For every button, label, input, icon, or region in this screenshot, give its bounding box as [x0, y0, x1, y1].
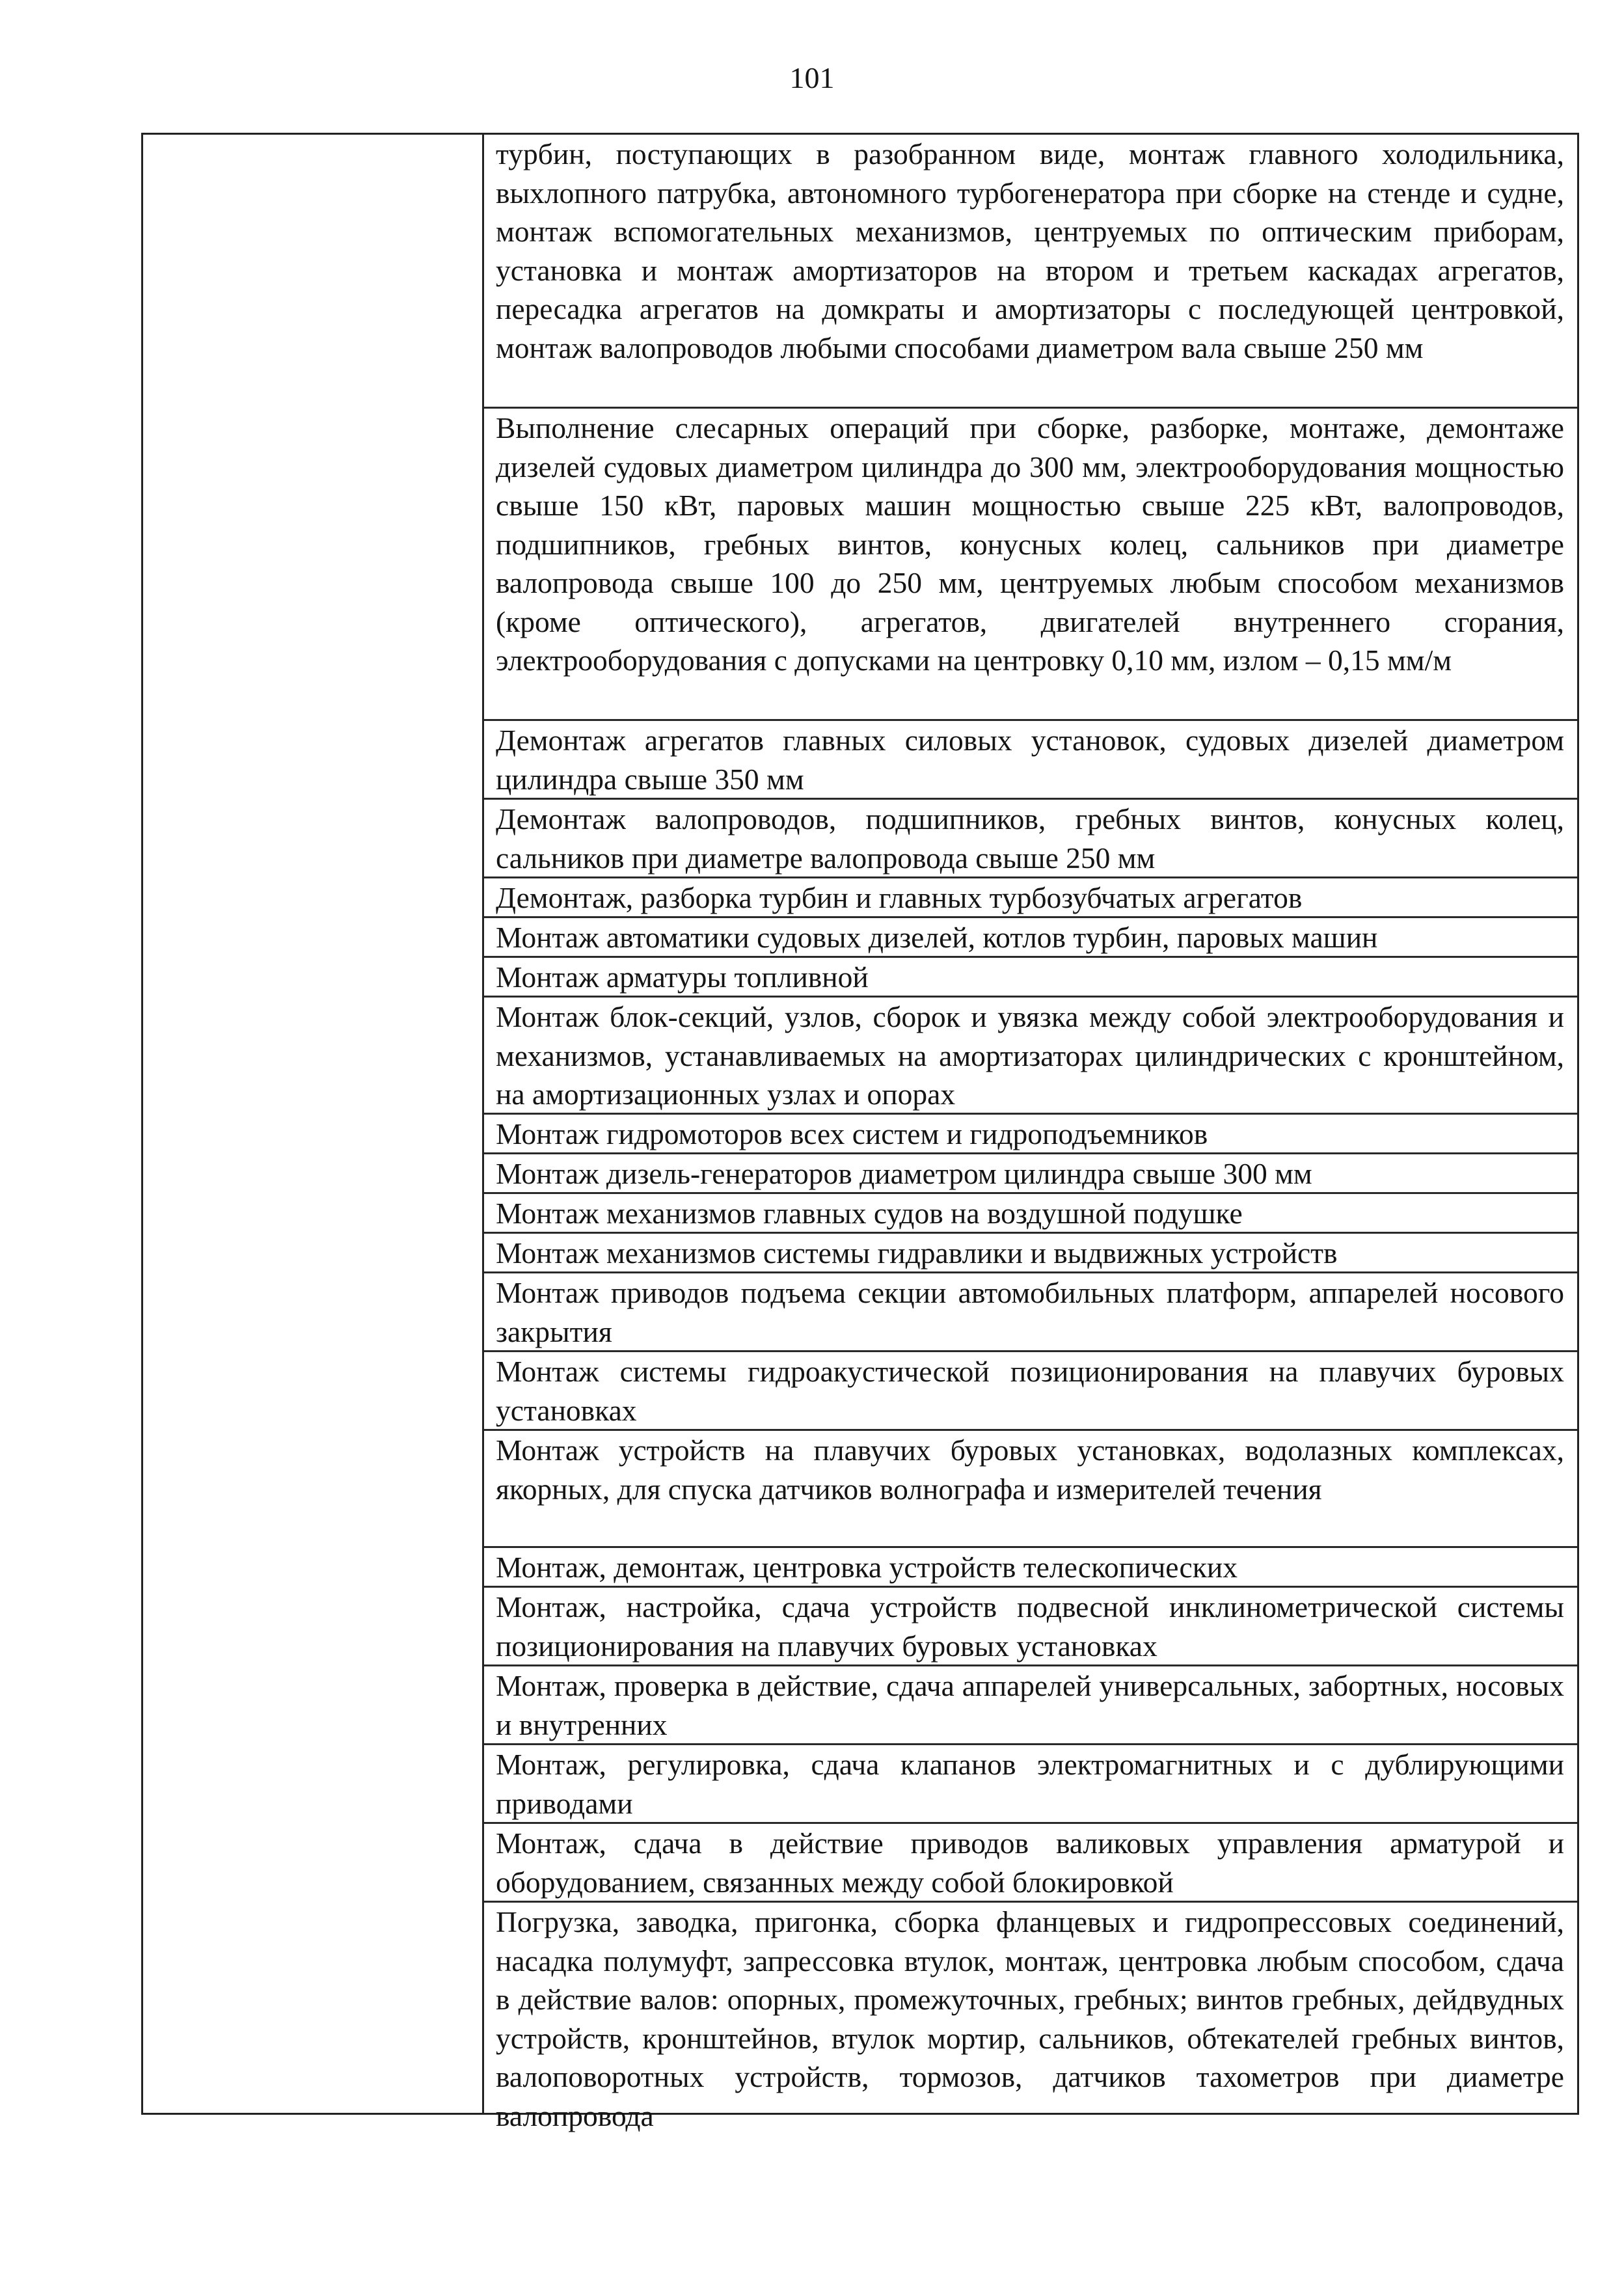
table-row: Монтаж автоматики судовых дизелей, котлов турбин, паровых машин — [484, 918, 1577, 958]
table-row: Монтаж дизель-генераторов диаметром цилиндра свыше 300 мм — [484, 1154, 1577, 1194]
table-row: Монтаж системы гидроакустической позиционирования на плавучих буровых установках — [484, 1352, 1577, 1431]
table-row: Монтаж, настройка, сдача устройств подвесной инклинометрической системы позиционирования на плавучих буровых установках — [484, 1588, 1577, 1666]
table-row: турбин, поступающих в разобранном виде, монтаж главного холодильника, выхлопного патрубка, автономного турбогенератора при сборке на стенде и судне, монтаж вспомогательных механизмов, центруемых по оптическим приборам, установка и монтаж амортизаторов на втором и третьем каскадах агрегатов, пересадка агрегатов на домкраты и амортизаторы с последующей центровкой, монтаж валопроводов любыми способами диаметром вала свыше 250 мм — [484, 135, 1577, 409]
table-row: Монтаж механизмов главных судов на воздушной подушке — [484, 1194, 1577, 1234]
table-row: Выполнение слесарных операций при сборке, разборке, монтаже, демонтаже дизелей судовых диаметром цилиндра до 300 мм, электрооборудования мощностью свыше 150 кВт, паровых машин мощностью свыше 225 кВт, валопроводов, подшипников, гребных винтов, конусных колец, сальников при диаметре валопровода свыше 100 до 250 мм, центруемых любым способом механизмов (кроме оптического), агрегатов, двигателей внутреннего сгорания, электрооборудования с допусками на центровку 0,10 мм, излом – 0,15 мм/м — [484, 409, 1577, 721]
table-row: Монтаж блок-секций, узлов, сборок и увязка между собой электрооборудования и механизмов, устанавливаемых на амортизаторах цилиндрических с кронштейном, на амортизационных узлах и опорах — [484, 998, 1577, 1115]
table-row: Демонтаж, разборка турбин и главных турбозубчатых агрегатов — [484, 878, 1577, 918]
table-row: Демонтаж агрегатов главных силовых установок, судовых дизелей диаметром цилиндра свыше 350 мм — [484, 721, 1577, 800]
table-row: Монтаж приводов подъема секции автомобильных платформ, аппарелей носового закрытия — [484, 1273, 1577, 1352]
page-number: 101 — [789, 61, 835, 94]
left-column-empty — [143, 135, 482, 2113]
table-row: Монтаж устройств на плавучих буровых установках, водолазных комплексах, якорных, для спуска датчиков волнографа и измерителей течения — [484, 1431, 1577, 1548]
table-row: Монтаж, демонтаж, центровка устройств телескопических — [484, 1548, 1577, 1588]
table-row: Монтаж, регулировка, сдача клапанов электромагнитных и с дублирующими приводами — [484, 1745, 1577, 1824]
works-list — [484, 135, 1577, 2132]
works-table — [141, 133, 1579, 2132]
table-row: Монтаж, сдача в действие приводов валиковых управления арматурой и оборудованием, связанных между собой блокировкой — [484, 1824, 1577, 1903]
table-row: Погрузка, заводка, пригонка, сборка фланцевых и гидропрессовых соединений, насадка полумуфт, запрессовка втулок, монтаж, центровка любым способом, сдача в действие валов: опорных, промежуточных, гребных; винтов гребных, дейдвудных устройств, кронштейнов, втулок мортир, сальников, обтекателей гребных винтов, валоповоротных устройств, тормозов, датчиков тахометров при диаметре валопровода — [496, 1905, 1564, 2132]
table-row: Монтаж арматуры топливной — [484, 958, 1577, 998]
table-row: Демонтаж валопроводов, подшипников, гребных винтов, конусных колец, сальников при диаметре валопровода свыше 250 мм — [484, 800, 1577, 878]
table-row: Монтаж механизмов системы гидравлики и выдвижных устройств — [484, 1234, 1577, 1273]
table-row: Монтаж гидромоторов всех систем и гидроподъемников — [484, 1115, 1577, 1154]
table-row: Монтаж, проверка в действие, сдача аппарелей универсальных, забортных, носовых и внутренних — [484, 1666, 1577, 1745]
